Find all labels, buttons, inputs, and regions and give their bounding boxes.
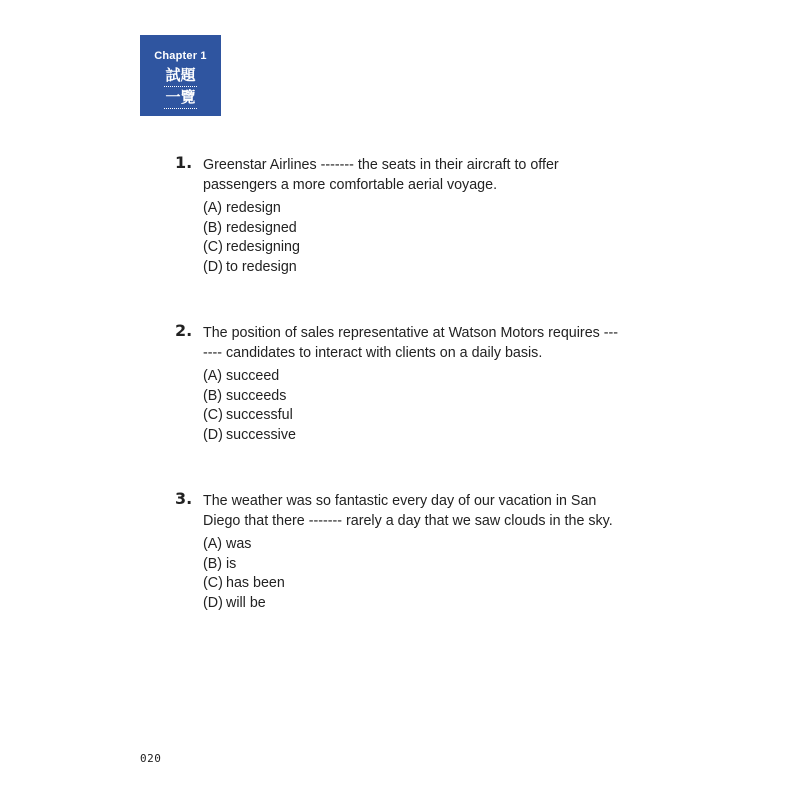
chapter-label: Chapter 1 [154,50,207,62]
option-text: redesigning [226,239,300,256]
answer-options [203,535,620,613]
chapter-title-line-1: 試題 [164,65,196,87]
option-text: succeed [226,368,280,384]
option-text: succeeds [226,387,287,404]
option-letter: (D) [203,594,223,611]
option-text: redesigned [226,219,297,236]
option-b [203,219,620,239]
question-3 [175,491,620,613]
option-letter: (A) [203,536,223,552]
option-a [203,367,620,387]
question-number: 1. [175,153,193,172]
question-text: The position of sales representative at Watson Motors requires ------- candidates to interact with clients on a daily basis. [203,325,619,361]
option-c [203,406,620,426]
option-letter: (B) [203,555,223,572]
question-number: 3. [175,489,193,508]
option-text: was [226,536,252,552]
option-d [203,426,620,446]
question-text: Greenstar Airlines ------- the seats in their aircraft to offer passengers a more comfortable aerial voyage. [203,157,559,193]
option-a [203,199,620,219]
option-d [203,258,620,278]
option-text: will be [226,594,266,611]
question-text: The weather was so fantastic every day of our vacation in San Diego that there ------- rarely a day that we saw clouds in the sky. [203,493,613,529]
option-text: is [226,555,237,572]
option-text: to redesign [226,258,297,275]
option-b [203,555,620,575]
option-b [203,387,620,407]
option-letter: (D) [203,258,223,275]
option-letter: (C) [203,239,223,256]
question-2 [175,323,620,445]
option-letter: (B) [203,387,223,404]
option-c [203,574,620,594]
option-letter: (D) [203,426,223,443]
answer-options [203,199,620,277]
option-a [203,535,620,555]
option-letter: (A) [203,200,223,216]
option-letter: (B) [203,219,223,236]
option-letter: (C) [203,407,223,424]
page-number: 020 [140,752,162,765]
question-number: 2. [175,321,193,340]
option-c [203,238,620,258]
answer-options [203,367,620,445]
chapter-title-line-2: 一覽 [164,87,196,109]
option-text: redesign [226,200,281,216]
option-text: has been [226,575,285,592]
chapter-tab [140,35,221,116]
option-letter: (A) [203,368,223,384]
option-letter: (C) [203,575,223,592]
option-text: successful [226,407,293,424]
question-1 [175,155,620,277]
option-text: successive [226,426,296,443]
option-d [203,594,620,614]
chapter-title [164,65,196,109]
